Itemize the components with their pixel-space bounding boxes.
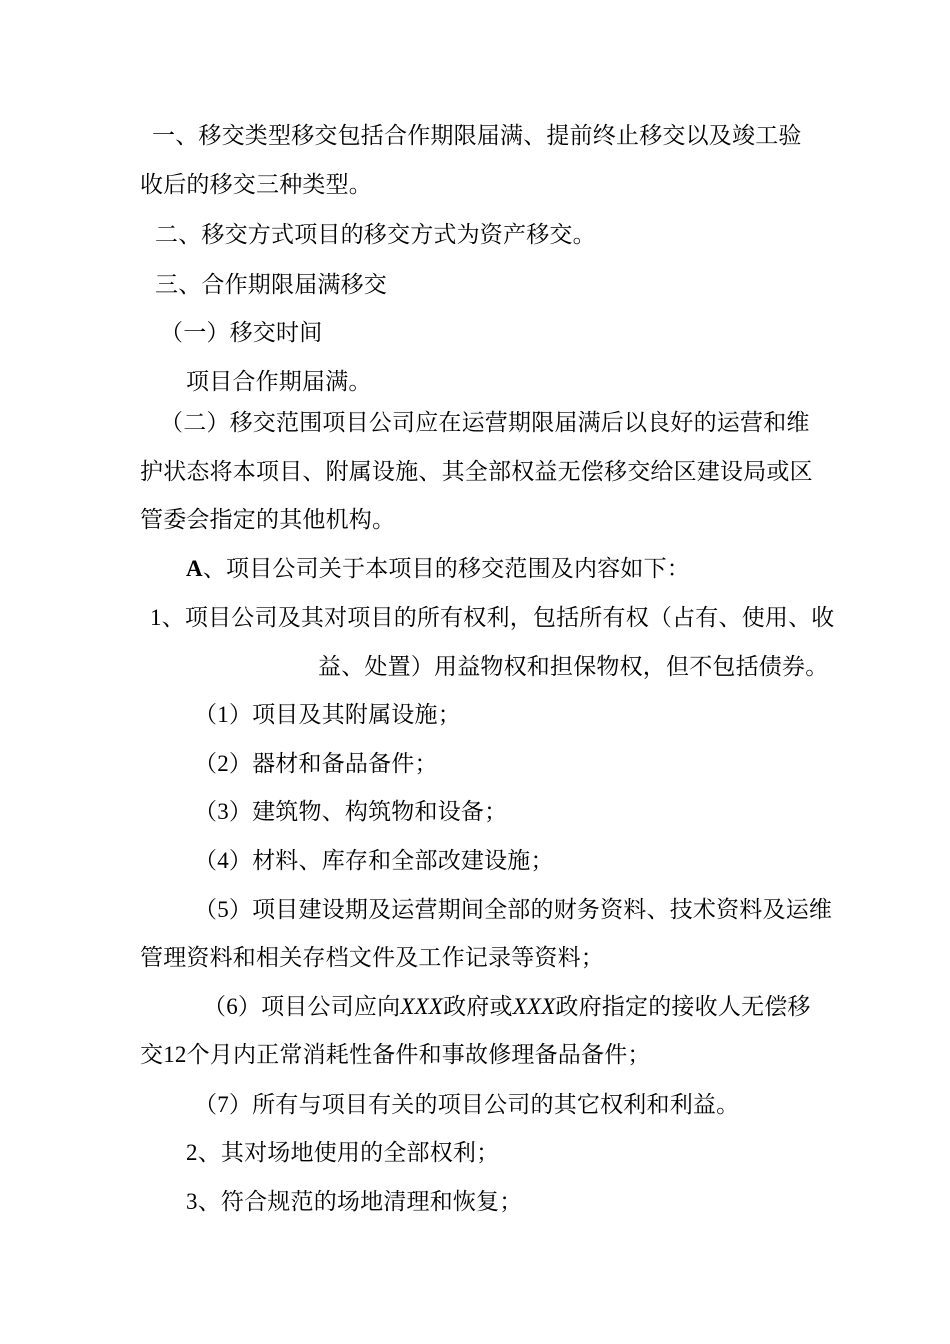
subsection-3-2-line-3: 管委会指定的其他机构。: [140, 507, 396, 533]
list-item-5-line-1: [194, 895, 832, 925]
list-item-6-text-a: 项目公司应向: [261, 994, 401, 1020]
item-a-text: 、项目公司关于本项目的移交范围及内容如下：: [202, 556, 691, 582]
list-item-7: [194, 1090, 739, 1120]
section-1-line-2: 收后的移交三种类型。: [140, 172, 372, 198]
subsection-3-2-line-1: （二）移交范围项目公司应在运营期限届满后以良好的运营和维: [160, 410, 810, 436]
list-item-4: [194, 846, 554, 876]
list-item-5-text: 项目建设期及运营期间全部的财务资料、技术资料及运维: [252, 897, 833, 923]
months-number: 12: [163, 1042, 187, 1067]
item-2-text: 、其对场地使用的全部权利；: [197, 1140, 500, 1166]
list-item-6-text-e: 个月内正常消耗性备件和事故修理备品备件；: [186, 1042, 651, 1068]
list-item-4-text: 材料、库存和全部改建设施；: [252, 848, 554, 874]
item-a: [186, 554, 690, 584]
list-item-1-text: 项目及其附属设施；: [252, 702, 461, 728]
list-item-6-text-d: 交: [140, 1042, 164, 1068]
list-item-3-number: （3）: [194, 799, 253, 824]
placeholder-xxx-2: XXX: [512, 994, 556, 1019]
item-1-line-1: [150, 603, 835, 633]
list-item-2-text: 器材和备品备件；: [252, 751, 438, 777]
list-item-2: [194, 749, 438, 779]
item-3-number: 3: [186, 1189, 198, 1214]
item-2: [186, 1138, 499, 1168]
item-a-label: A: [186, 556, 203, 581]
list-item-7-number: （7）: [194, 1092, 253, 1117]
item-1-number: 1: [150, 605, 162, 630]
item-3: [186, 1187, 523, 1217]
list-item-6-line-1: [203, 992, 811, 1022]
section-2: 二、移交方式项目的移交方式为资产移交。: [155, 222, 596, 248]
item-1-line-2: 益、处置）用益物权和担保物权，但不包括债券。: [318, 654, 829, 680]
subsection-3-1-heading: （一）移交时间: [160, 320, 323, 346]
list-item-6-text-b: 政府或: [443, 994, 513, 1020]
item-1-text: 、项目公司及其对项目的所有权利，包括所有权（占有、使用、收: [161, 605, 835, 631]
list-item-6-number: （6）: [203, 994, 262, 1019]
list-item-4-number: （4）: [194, 848, 253, 873]
section-3-heading: 三、合作期限届满移交: [155, 272, 387, 298]
list-item-3-text: 建筑物、构筑物和设备；: [252, 799, 508, 825]
list-item-5-number: （5）: [194, 897, 253, 922]
list-item-3: [194, 797, 507, 827]
list-item-5-line-2: 管理资料和相关存档文件及工作记录等资料；: [140, 945, 604, 971]
list-item-6-text-c: 政府指定的接收人无偿移: [555, 994, 811, 1020]
item-3-text: 、符合规范的场地清理和恢复；: [197, 1189, 523, 1215]
subsection-3-1-body: 项目合作期届满。: [186, 369, 372, 395]
placeholder-xxx-1: XXX: [400, 994, 444, 1019]
list-item-6-line-2: [140, 1040, 651, 1070]
list-item-2-number: （2）: [194, 751, 253, 776]
list-item-1-number: （1）: [194, 702, 253, 727]
section-1-line-1: 一、移交类型移交包括合作期限届满、提前终止移交以及竣工验: [152, 123, 802, 149]
list-item-7-text: 所有与项目有关的项目公司的其它权利和利益。: [252, 1092, 740, 1118]
subsection-3-2-line-2: 护状态将本项目、附属设施、其全部权益无偿移交给区建设局或区: [140, 459, 813, 485]
list-item-1: [194, 700, 461, 730]
item-2-number: 2: [186, 1140, 198, 1165]
